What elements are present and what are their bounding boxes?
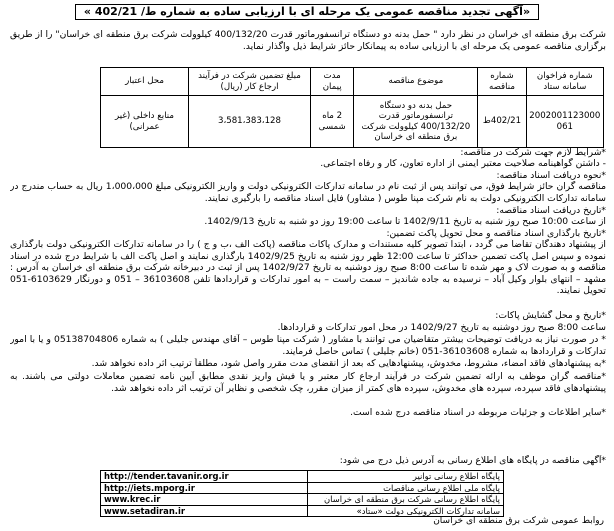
- cell-duration: 2 ماه شمسی: [310, 96, 353, 148]
- site-row: [101, 482, 504, 494]
- site-row: [101, 494, 504, 506]
- site-label: پایگاه اطلاع رسانی شرکت برق منطقه ای خراسان: [308, 494, 504, 506]
- cell-tender-number: 402/21ط: [478, 96, 526, 148]
- conditions-text: - داشتن گواهینامه صلاحیت معتبر ایمنی از اداره تعاون، کار و رفاه اجتماعی.: [320, 158, 606, 169]
- site-url-link[interactable]: www.krec.ir: [101, 494, 308, 506]
- header-tender-number: شماره مناقصه: [478, 68, 526, 96]
- header-subject: موضوع مناقصه: [354, 68, 478, 96]
- receipt-date-heading: *تاریخ دریافت اسناد مناقصه:: [496, 205, 606, 216]
- site-label: پایگاه ملی اطلاع رسانی مناقصات: [308, 482, 504, 494]
- notice-title: «آگهی تجدید مناقصه عمومی یک مرحله ای با ارزیابی ساده به شماره ط/ 402/21 »: [75, 4, 539, 20]
- site-label: سامانه تدارکات الکترونیکی دولت «ستاد»: [308, 505, 504, 517]
- opening-text: ساعت 8:00 صبح روز دوشنبه به تاریخ 1402/9/27 در محل امور تدارکات و قراردادها.: [277, 322, 606, 333]
- site-row: [101, 505, 504, 517]
- notice-title-box: [0, 4, 614, 24]
- note-other-info: *سایر اطلاعات و جزئیات مربوطه در اسناد مناقصه درج شده است.: [350, 407, 606, 418]
- site-url-link[interactable]: www.setadiran.ir: [101, 505, 308, 517]
- tender-table: [100, 67, 604, 148]
- cell-subject: حمل بدنه دو دستگاه ترانسفورماتور قدرت 400/132/20 کیلوولت شرکت برق منطقه ای خراسان: [354, 96, 478, 148]
- receipt-method-heading: *نحوه دریافت اسناد مناقصه:: [496, 170, 606, 181]
- site-row: [101, 471, 504, 483]
- delivery-text: از پیشنهاد دهندگان تقاضا می گردد ، ابتدا تصویر کلیه مستندات و مدارک پاکات مناقصه (پاکت الف ،ب و ج ) را در سامانه تدارکات الکترونیکی دولت بارگذاری نموده و سپس اصل پاکت تضمین حداکثر تا ساعت 12:00 ظهر روز شنبه به تاریخ 1402/9/25 بارگذاری نمایند و اصل پاکت الف با شرایط درج شده در اسناد مناقصه و به صورت لاک و مهر شده تا ساعت 8:00 صبح روز دوشنبه به تاریخ 1402/9/27 پس از ثبت در دبیرخانه شرکت برق منطقه ای خراسان به آدرس : مشهد – انتهای بلوار وکیل آباد – نرسیده به جاده شاندیز – سمت راست – به امور تدارکات و قراردادها تلفن 36103608 – 051 و دورنگار 6103629-051 تحویل نمایند.: [10, 239, 606, 296]
- header-duration: مدت پیمان: [310, 68, 353, 96]
- opening-heading: *تاریخ و محل گشایش پاکات:: [495, 310, 606, 321]
- cell-guarantee: 3،581،383،128: [189, 96, 311, 148]
- tender-table-header-row: [101, 68, 604, 96]
- header-credit-source: محل اعتبار: [101, 68, 189, 96]
- note-contact: * در صورت نیاز به دریافت توضیحات بیشتر متقاضیان می توانند با مشاور ( شرکت مپنا طوس – آقای مهندس جلیلی ) به شماره 05138704806 و یا با امور تدارکات و قراردادها به شماره 36103608-051 (خانم جلیلی ) تماس حاصل فرمایند.: [10, 334, 606, 357]
- site-label: پایگاه اطلاع رسانی توانیر: [308, 471, 504, 483]
- public-relations-signature: روابط عمومی شرکت برق منطقه ای خراسان: [433, 516, 604, 526]
- cell-credit-source: منابع داخلی (غیر عمرانی): [101, 96, 189, 148]
- header-guarantee: مبلغ تضمین شرکت در فرآیند ارجاع کار (ریال): [189, 68, 311, 96]
- receipt-method-text: مناقصه گران حائز شرایط فوق، می توانند پس از ثبت نام در سامانه تدارکات الکترونیکی دولت و واریز الکترونیکی مبلغ 1،000،000 ریال به حساب مندرج در سامانه تدارکات الکترونیکی دولت به نام شرکت مپنا طوس ( مشاور) فایل اسناد مناقصه را بارگیری نمایند.: [10, 181, 606, 204]
- note-guarantee: *مناقصه گران موظف به ارائه تضمین شرکت در فرآیند ارجاع کار معتبر و یا فیش واریز نقدی مطابق آیین نامه تضمین معاملات دولتی می باشند. به پیشنهادهای فاقد سپرده، سپرده های مخدوش، سپرده های کمتر از میزان مقرر، چک شخصی و نظایر آن ترتیب اثر داده نخواهد شد.: [10, 371, 606, 394]
- conditions-heading: *شرایط لازم جهت شرکت در مناقصه:: [460, 147, 606, 158]
- site-url-link[interactable]: http://tender.tavanir.org.ir: [101, 471, 308, 483]
- sites-table: [100, 470, 504, 517]
- intro-paragraph: شرکت برق منطقه ای خراسان در نظر دارد " حمل بدنه دو دستگاه ترانسفورماتور قدرت 400/132/20 کیلوولت شرکت برق منطقه ای خراسان" را از طریق برگزاری مناقصه عمومی یک مرحله ای با ارزیابی ساده به پیمانکار حائز شرایط ذیل واگذار نماید.: [10, 29, 606, 52]
- note-invalid-bids: *به پیشنهادهای فاقد امضاء، مشروط، مخدوش، پیشنهادهایی که بعد از انقضای مدت مقرر واصل شود، مطلقاً ترتیب اثر داده نخواهد شد.: [91, 358, 606, 369]
- header-call-number: شماره فراخوان سامانه ستاد: [526, 68, 603, 96]
- site-url-link[interactable]: http://iets.mporg.ir: [101, 482, 308, 494]
- receipt-date-text: از ساعت 10:00 صبح روز شنبه به تاریخ 1402/9/11 تا ساعت 19:00 روز دو شنبه به تاریخ 1402/9/13.: [204, 216, 606, 227]
- sites-intro: *آگهی مناقصه در پایگاه های اطلاع رسانی به آدرس ذیل درج می شود:: [339, 455, 606, 466]
- delivery-heading: *تاریخ بارگذاری اسناد مناقصه و محل تحویل پاکت تضمین:: [386, 228, 606, 239]
- cell-call-number: 2002001123000061: [526, 96, 603, 148]
- tender-table-row: [101, 96, 604, 148]
